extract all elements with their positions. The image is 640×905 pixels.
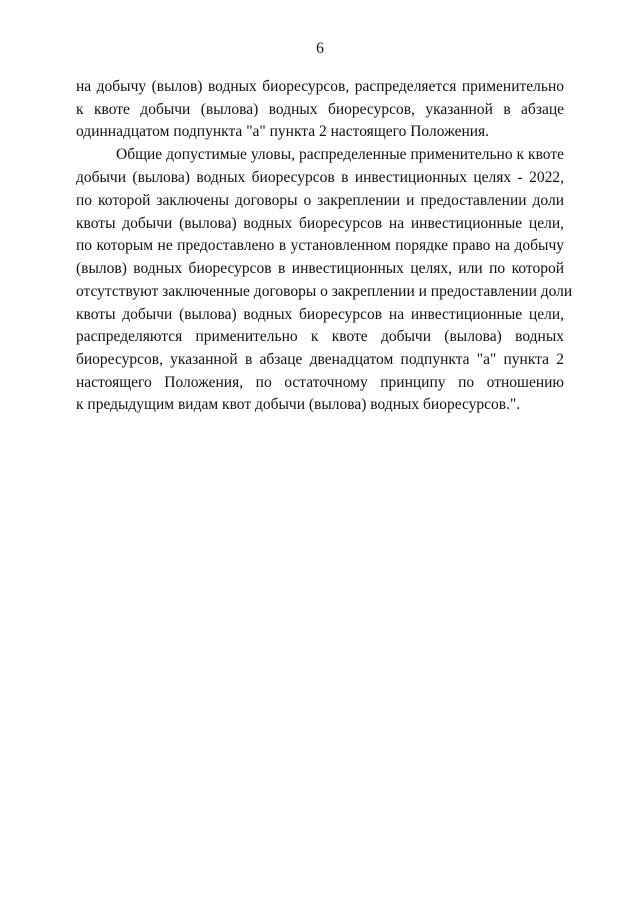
text-line: (вылов) водных биоресурсов в инвестиционных целях, или по которой: [76, 260, 564, 277]
text-line: настоящего Положения, по остаточному принципу по отношению: [76, 374, 564, 391]
text-line: одиннадцатом подпункта "а" пункта 2 настоящего Положения.: [76, 123, 490, 140]
text-line: к квоте добычи (вылова) водных биоресурсов, указанной в абзаце: [76, 101, 564, 118]
text-line: добычи (вылова) водных биоресурсов в инвестиционных целях - 2022,: [76, 169, 564, 186]
text-line: квоты добычи (вылова) водных биоресурсов на инвестиционные цели,: [76, 215, 564, 232]
text-line: биоресурсов, указанной в абзаце двенадцатом подпункта "а" пункта 2: [76, 351, 564, 368]
text-line: по которой заключены договоры о закреплении и предоставлении доли: [76, 192, 564, 209]
text-line: Общие допустимые уловы, распределенные применительно к квоте: [116, 146, 564, 163]
page-number: 6: [316, 40, 324, 57]
text-line: распределяются применительно к квоте добычи (вылова) водных: [76, 328, 564, 345]
text-line: отсутствуют заключенные договоры о закреплении и предоставлении доли: [76, 283, 573, 300]
text-line: по которым не предоставлено в установленном порядке право на добычу: [76, 237, 564, 254]
text-line: на добычу (вылов) водных биоресурсов, распределяется применительно: [76, 78, 564, 95]
text-line: к предыдущим видам квот добычи (вылова) водных биоресурсов.".: [76, 396, 521, 413]
text-line: квоты добычи (вылова) водных биоресурсов на инвестиционные цели,: [76, 306, 564, 323]
